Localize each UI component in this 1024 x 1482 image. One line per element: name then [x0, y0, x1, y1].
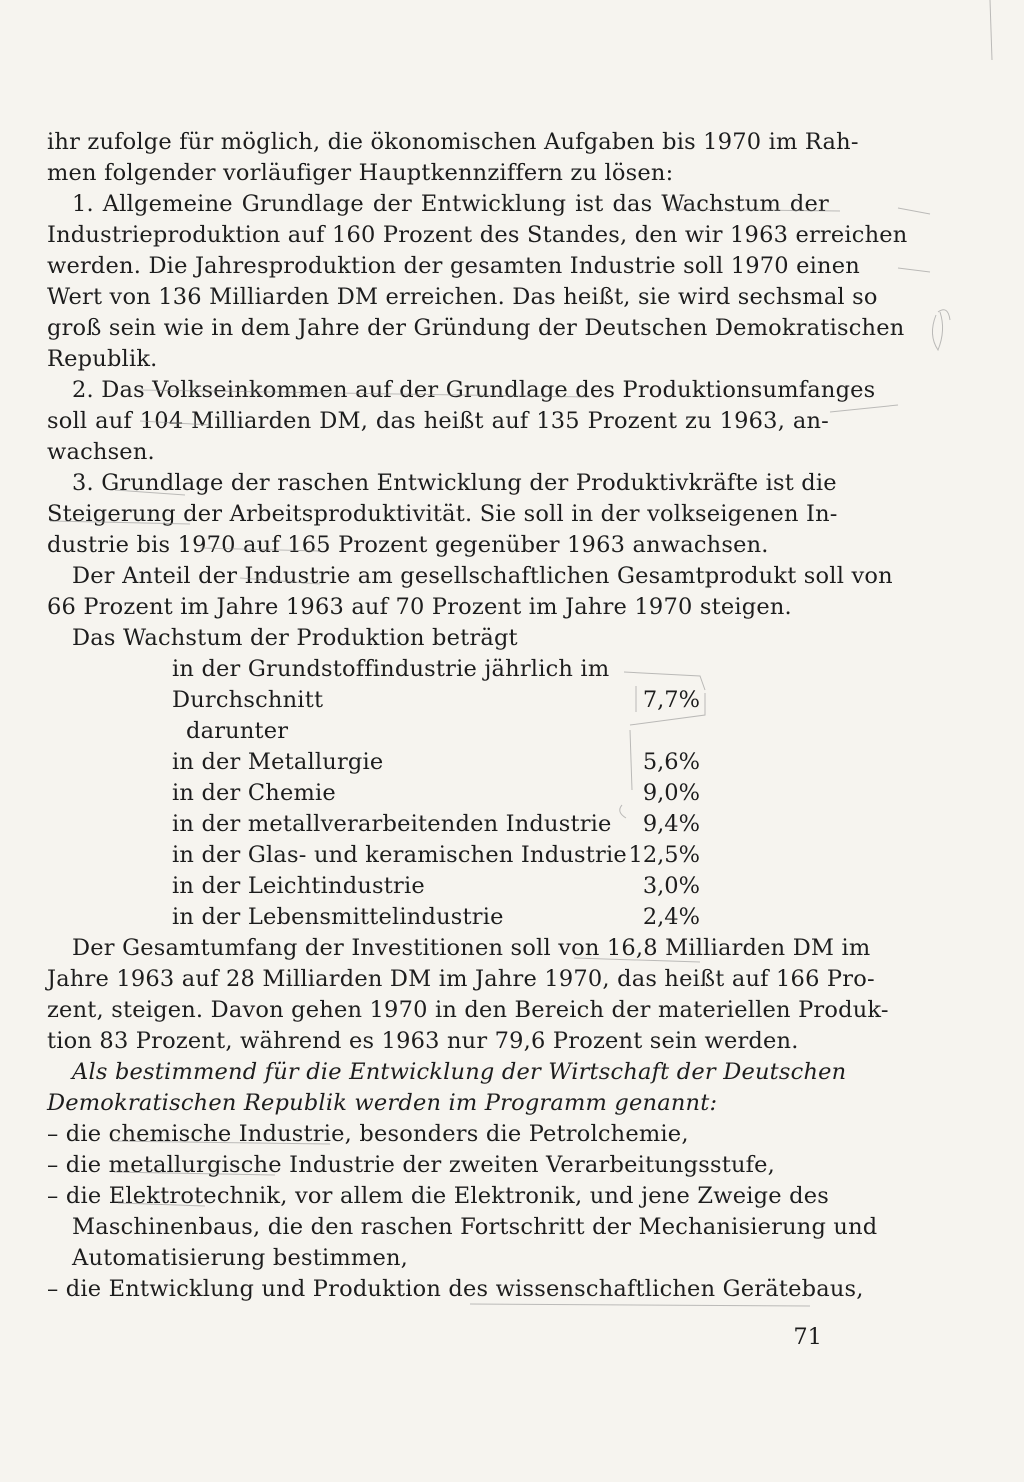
underline-mark: [200, 548, 320, 551]
list-item: – die Elektrotechnik, vor allem die Elektronik, und jene Zweige des: [47, 1183, 829, 1209]
list-item: – die Entwicklung und Produktion des wissenschaftlichen Gerätebaus,: [47, 1276, 864, 1302]
underline-mark: [470, 1304, 810, 1306]
table-intro-line: Durchschnitt: [172, 687, 324, 713]
underline-mark: [898, 268, 930, 272]
list-item-continued: Automatisierung bestimmen,: [72, 1245, 408, 1271]
table-row-value: 5,6%: [642, 749, 700, 775]
text-line: Der Anteil der Industrie am gesellschaftlichen Gesamtprodukt soll von: [72, 563, 893, 589]
list-item-continued: Maschinenbaus, die den raschen Fortschritt der Mechanisierung und: [72, 1214, 878, 1240]
underline-mark: [114, 1172, 275, 1175]
text-line: Jahre 1963 auf 28 Milliarden DM im Jahre 1970, das heißt auf 166 Pro-: [47, 966, 875, 992]
text-line: 2. Das Volkseinkommen auf der Grundlage des Produktionsumfanges: [72, 377, 876, 403]
underline-mark: [898, 208, 930, 214]
text-line: 66 Prozent im Jahre 1963 auf 70 Prozent im Jahre 1970 steigen.: [47, 594, 792, 620]
page-number: 71: [793, 1324, 822, 1350]
bracket-mark: [630, 730, 632, 790]
underline-mark: [574, 958, 700, 962]
text-line: 1. Allgemeine Grundlage der Entwicklung ist das Wachstum der: [72, 191, 829, 217]
table-row-label: in der Leichtindustrie: [172, 873, 425, 899]
underline-mark: [115, 490, 185, 495]
text-line: 3. Grundlage der raschen Entwicklung der Produktivkräfte ist die: [72, 470, 837, 496]
bracket-mark: [620, 805, 626, 818]
underline-mark: [118, 1203, 205, 1206]
margin-mark: [938, 310, 950, 320]
underline-mark: [50, 521, 190, 524]
edge-mark: [990, 0, 992, 60]
margin-mark: [932, 312, 942, 350]
table-row-label: in der Metallurgie: [172, 749, 384, 775]
table-row-value: 12,5%: [628, 842, 700, 868]
table-row-label: in der Chemie: [172, 780, 336, 806]
text-line: tion 83 Prozent, während es 1963 nur 79,6 Prozent sein werden.: [47, 1028, 799, 1054]
list-item: – die metallurgische Industrie der zweiten Verarbeitungsstufe,: [47, 1152, 776, 1178]
table-row-value: 9,4%: [642, 811, 700, 837]
table-row-value: 3,0%: [642, 873, 700, 899]
table-intro-line: in der Grundstoffindustrie jährlich im: [172, 656, 610, 682]
text-line: Steigerung der Arbeitsproduktivität. Sie soll in der volkseigenen In-: [47, 501, 838, 527]
text-line: wachsen.: [47, 439, 155, 465]
italic-line: Demokratischen Republik werden im Programm genannt:: [47, 1090, 718, 1116]
text-line: Der Gesamtumfang der Investitionen soll von 16,8 Milliarden DM im: [72, 935, 871, 961]
text-line: soll auf 104 Milliarden DM, das heißt auf 135 Prozent zu 1963, an-: [47, 408, 829, 434]
underline-mark: [240, 578, 320, 584]
table-darunter: darunter: [186, 718, 289, 744]
text-line: Wert von 136 Milliarden DM erreichen. Das heißt, sie wird sechsmal so: [47, 284, 878, 310]
text-line: zent, steigen. Davon gehen 1970 in den Bereich der materiellen Produk-: [47, 997, 889, 1023]
list-item: – die chemische Industrie, besonders die Petrolchemie,: [47, 1121, 689, 1147]
table-row-label: in der Lebensmittelindustrie: [172, 904, 504, 930]
bracket-mark: [630, 693, 705, 725]
text-line: Republik.: [47, 346, 158, 372]
text-line: groß sein wie in dem Jahre der Gründung der Deutschen Demokratischen: [47, 315, 905, 341]
italic-line: Als bestimmend für die Entwicklung der Wirtschaft der Deutschen: [72, 1059, 847, 1085]
underline-mark: [112, 1141, 330, 1144]
text-line: Industrieproduktion auf 160 Prozent des Standes, den wir 1963 erreichen: [47, 222, 908, 248]
text-line: Das Wachstum der Produktion beträgt: [72, 625, 518, 651]
text-line: ihr zufolge für möglich, die ökonomischen Aufgaben bis 1970 im Rah-: [47, 129, 859, 155]
text-line: men folgender vorläufiger Hauptkennziffern zu lösen:: [47, 160, 674, 186]
underline-mark: [140, 421, 210, 425]
table-row-label: in der Glas- und keramischen Industrie: [172, 842, 627, 868]
underline-mark: [665, 209, 840, 211]
table-row-value: 9,0%: [642, 780, 700, 806]
underline-mark: [140, 390, 590, 397]
table-value: 7,7%: [642, 687, 700, 713]
text-line: werden. Die Jahresproduktion der gesamten Industrie soll 1970 einen: [47, 253, 860, 279]
underline-mark: [830, 405, 898, 412]
table-row-value: 2,4%: [642, 904, 700, 930]
text-line: dustrie bis 1970 auf 165 Prozent gegenüber 1963 anwachsen.: [47, 532, 769, 558]
table-row-label: in der metallverarbeitenden Industrie: [172, 811, 612, 837]
